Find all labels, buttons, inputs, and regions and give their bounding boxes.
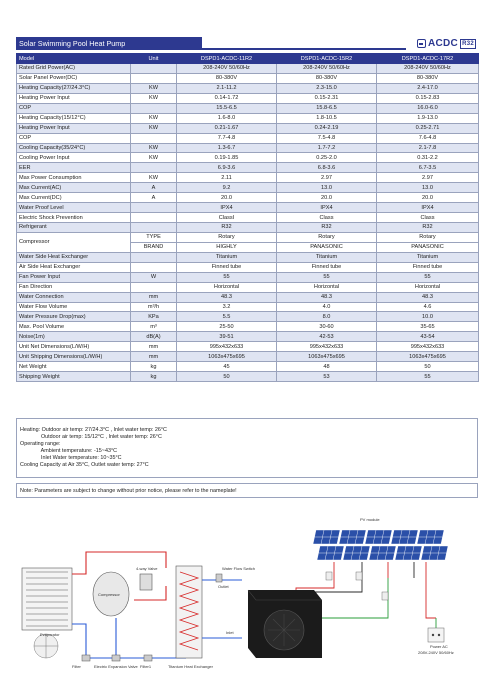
table-cell: Titanium [177, 252, 277, 262]
table-cell: R32 [377, 223, 479, 233]
evaporator-coil [22, 568, 72, 630]
table-cell: 13.0 [277, 183, 377, 193]
table-cell: 0.31-2.2 [377, 153, 479, 163]
table-cell: Rotary [177, 232, 277, 242]
table-row [17, 272, 479, 282]
evaporator-label: Evaporator [40, 632, 60, 637]
brand-logo [417, 37, 476, 50]
table-cell: 80-380V [377, 73, 479, 83]
table-row [17, 193, 479, 203]
table-cell: COP [17, 133, 131, 143]
brand-mark-icon [417, 39, 426, 48]
table-cell: Finned tube [277, 262, 377, 272]
table-cell: Max Current(AC) [17, 183, 131, 193]
table-cell: COP [17, 103, 131, 113]
table-row [17, 302, 479, 312]
table-cell: BRAND [131, 242, 177, 252]
table-cell: 1.9-13.0 [377, 113, 479, 123]
table-cell: Fan Direction [17, 282, 131, 292]
spec-table [16, 53, 479, 382]
water-flow-switch-shape [216, 574, 222, 582]
table-cell: Unit [131, 54, 177, 64]
table-cell [131, 133, 177, 143]
table-cell [131, 163, 177, 173]
table-cell: Horizontal [177, 282, 277, 292]
table-cell: A [131, 183, 177, 193]
table-cell: 0.15-2.83 [377, 93, 479, 103]
table-cell: 1.8-10.5 [277, 113, 377, 123]
table-cell: 0.19-1.85 [177, 153, 277, 163]
filter1-label: Filter1 [140, 664, 152, 669]
table-cell: Solar Panel Power(DC) [17, 73, 131, 83]
outlet-label: Outlet [218, 584, 229, 589]
table-cell: 208-240V 50/60Hz [377, 64, 479, 74]
table-cell [131, 282, 177, 292]
table-cell: R32 [277, 223, 377, 233]
table-cell: 50 [177, 372, 277, 382]
table-row [17, 133, 479, 143]
expansion-valve-label: Electric Expansion Valve [94, 664, 138, 669]
ac-switch-shape [382, 592, 388, 600]
table-cell: 208-240V 50/60Hz [177, 64, 277, 74]
note-line: Cooling Capacity at Air 35°C, Outlet water temp: 27°C [20, 462, 149, 468]
table-cell: 16.0-6.0 [377, 103, 479, 113]
table-cell: 39-51 [177, 332, 277, 342]
table-cell: Rated Grid Power(AC) [17, 64, 131, 74]
table-cell: A [131, 193, 177, 203]
table-cell: 1.7-7.2 [277, 143, 377, 153]
table-row [17, 322, 479, 332]
refrigerant-pipes [72, 552, 186, 658]
table-cell: kg [131, 372, 177, 382]
table-cell: KW [131, 173, 177, 183]
table-cell: ClassI [177, 213, 277, 223]
page-title: Solar Swimming Pool Heat Pump [16, 37, 202, 50]
table-cell: Max. Pool Volume [17, 322, 131, 332]
table-cell: kg [131, 362, 177, 372]
table-cell: IPX4 [377, 203, 479, 213]
table-row [17, 163, 479, 173]
parameter-change-note: Note: Parameters are subject to change without prior notice, please refer to the nameplate! [16, 483, 478, 498]
table-row [17, 143, 479, 153]
table-row [17, 93, 479, 103]
table-cell: KPa [131, 312, 177, 322]
table-cell: Model [17, 54, 131, 64]
table-cell: Water Proof Level [17, 203, 131, 213]
table-cell: Water Connection [17, 292, 131, 302]
table-header-row [17, 54, 479, 64]
compressor-label: Compressor [98, 592, 120, 597]
test-conditions-notes [16, 418, 478, 478]
fan-shape [34, 634, 58, 658]
table-cell [131, 252, 177, 262]
table-cell: 45 [177, 362, 277, 372]
table-cell: KW [131, 153, 177, 163]
table-cell: KW [131, 83, 177, 93]
table-cell: 7.5-4.8 [277, 133, 377, 143]
table-cell: 2.1-7.8 [377, 143, 479, 153]
power-outlet-shape [428, 628, 444, 642]
table-cell: Refrigerant [17, 223, 131, 233]
table-cell: Compressor [17, 232, 131, 252]
table-cell: 9.2 [177, 183, 277, 193]
table-cell: 48.3 [277, 292, 377, 302]
table-cell: 2.97 [277, 173, 377, 183]
table-cell: 6.7-3.5 [377, 163, 479, 173]
table-cell: 55 [177, 272, 277, 282]
system-diagram [16, 508, 478, 676]
table-cell: 0.25-2.0 [277, 153, 377, 163]
table-cell: 2.4-17.0 [377, 83, 479, 93]
table-cell: DSPD1-ACDC-17R2 [377, 54, 479, 64]
table-cell [131, 64, 177, 74]
table-cell: 80-380V [277, 73, 377, 83]
power-outlet-shape [438, 634, 440, 636]
heat-pump-unit [248, 590, 322, 658]
table-cell: 48.3 [377, 292, 479, 302]
table-cell: 55 [377, 372, 479, 382]
table-cell: Fan Power Input [17, 272, 131, 282]
table-row [17, 372, 479, 382]
table-cell: m³/h [131, 302, 177, 312]
table-cell [131, 223, 177, 233]
power-outlet-shape [432, 634, 434, 636]
four-way-valve-shape [140, 574, 152, 590]
table-cell: Shipping Weight [17, 372, 131, 382]
table-cell: 35-65 [377, 322, 479, 332]
table-row [17, 203, 479, 213]
note-line: Inlet Water temperature: 10~35°C [20, 455, 122, 461]
power-ac-spec-label: 208V-240V 50/60Hz [418, 650, 454, 655]
table-cell: 1063x475x695 [177, 352, 277, 362]
table-cell: m³ [131, 322, 177, 332]
table-row [17, 64, 479, 74]
table-cell: mm [131, 342, 177, 352]
water-flow-switch-label: Water Flow Switch [222, 566, 255, 571]
table-cell: 3.2 [177, 302, 277, 312]
table-row [17, 123, 479, 133]
table-row [17, 282, 479, 292]
table-cell: Horizontal [377, 282, 479, 292]
table-cell: 15.8-6.5 [277, 103, 377, 113]
brand-refrigerant: R32 [462, 40, 474, 47]
table-cell: 0.24-2.19 [277, 123, 377, 133]
table-row [17, 352, 479, 362]
table-cell: Titanium [377, 252, 479, 262]
table-cell: PANASONIC [277, 242, 377, 252]
table-cell: 0.25-2.71 [377, 123, 479, 133]
table-cell: 0.21-1.67 [177, 123, 277, 133]
table-cell: KW [131, 143, 177, 153]
table-row [17, 173, 479, 183]
system-diagram-drawing [16, 508, 478, 676]
table-cell: 48 [277, 362, 377, 372]
table-cell: 53 [277, 372, 377, 382]
power-ac-label: Power AC [430, 644, 448, 649]
table-cell: Water Pressure Drop(max) [17, 312, 131, 322]
table-row [17, 312, 479, 322]
table-cell: 20.0 [177, 193, 277, 203]
table-cell: 2.11 [177, 173, 277, 183]
table-cell: 995x432x633 [277, 342, 377, 352]
table-cell: 0.15-2.31 [277, 93, 377, 103]
table-row [17, 73, 479, 83]
table-cell: Horizontal [277, 282, 377, 292]
table-row [17, 113, 479, 123]
table-cell: Water Side Heat Exchanger [17, 252, 131, 262]
table-cell: Electric Shock Prevention [17, 213, 131, 223]
table-cell: 2.3-15.0 [277, 83, 377, 93]
table-cell: 30-60 [277, 322, 377, 332]
table-cell: 0.14-1.72 [177, 93, 277, 103]
table-cell [131, 213, 177, 223]
table-cell: KW [131, 93, 177, 103]
table-row [17, 332, 479, 342]
filter-label: Filter [72, 664, 81, 669]
table-cell: Heating Power Input [17, 123, 131, 133]
table-row [17, 292, 479, 302]
table-cell: 995x432x633 [377, 342, 479, 352]
table-cell: Max Current(DC) [17, 193, 131, 203]
table-cell: R32 [177, 223, 277, 233]
filter-shape [82, 655, 90, 661]
table-cell: 55 [277, 272, 377, 282]
table-cell: 43-54 [377, 332, 479, 342]
table-cell: Finned tube [377, 262, 479, 272]
table-cell: IPX4 [277, 203, 377, 213]
table-cell: EER [17, 163, 131, 173]
table-cell: 20.0 [277, 193, 377, 203]
table-cell: Heating Capacity(15/12°C) [17, 113, 131, 123]
table-cell: 50 [377, 362, 479, 372]
table-cell: Cooling Capacity(35/24°C) [17, 143, 131, 153]
table-cell [131, 262, 177, 272]
table-row [17, 213, 479, 223]
header-rule [202, 48, 406, 50]
table-cell: 25-50 [177, 322, 277, 332]
titanium-heat-exchanger-shape [176, 566, 242, 658]
table-row [17, 83, 479, 93]
table-cell: 1063x475x695 [377, 352, 479, 362]
table-row [17, 153, 479, 163]
brand-name: ACDC [427, 38, 459, 49]
dc-switch-shape [326, 572, 332, 580]
table-cell: Noise(1m) [17, 332, 131, 342]
header [16, 37, 478, 51]
table-cell: 48.3 [177, 292, 277, 302]
table-cell: 7.7-4.8 [177, 133, 277, 143]
table-cell: W [131, 272, 177, 282]
table-row [17, 342, 479, 352]
table-cell: Unit Net Dimensions(L/W/H) [17, 342, 131, 352]
table-cell: 10.0 [377, 312, 479, 322]
table-row [17, 232, 479, 242]
table-cell: HIGHLY [177, 242, 277, 252]
table-cell: Net Weight [17, 362, 131, 372]
table-cell: 5.5 [177, 312, 277, 322]
titanium-heat-exchanger-label: Titanium Heat Exchanger [168, 664, 213, 669]
note-line: Outdoor air temp: 15/12°C , Inlet water temp: 26°C [20, 434, 162, 440]
table-row [17, 262, 479, 272]
table-cell: KW [131, 123, 177, 133]
table-cell: 1063x475x695 [277, 352, 377, 362]
table-cell: 1.6-8.0 [177, 113, 277, 123]
table-cell: Max Power Consumption [17, 173, 131, 183]
table-cell: 2.1-11.2 [177, 83, 277, 93]
table-cell: 15.5-6.5 [177, 103, 277, 113]
table-row [17, 362, 479, 372]
pv-module-label: PV module [360, 517, 380, 522]
table-cell: 8.0 [277, 312, 377, 322]
table-cell: Heating Capacity(27/24.3°C) [17, 83, 131, 93]
four-way-valve-label: 4-way Valve [136, 566, 158, 571]
table-cell: 2.97 [377, 173, 479, 183]
table-cell: 4.0 [277, 302, 377, 312]
table-row [17, 223, 479, 233]
table-cell: Cooling Power Input [17, 153, 131, 163]
table-cell: Class [277, 213, 377, 223]
table-cell: 6.8-3.6 [277, 163, 377, 173]
table-cell: Air Side Heat Exchanger [17, 262, 131, 272]
table-cell: mm [131, 292, 177, 302]
table-cell [131, 73, 177, 83]
table-cell: Class [377, 213, 479, 223]
table-cell [131, 103, 177, 113]
table-cell: 208-240V 50/60Hz [277, 64, 377, 74]
table-cell: 55 [377, 272, 479, 282]
table-cell: 7.6-4.8 [377, 133, 479, 143]
table-cell: Rotary [277, 232, 377, 242]
pv-modules [313, 530, 448, 560]
table-cell: 42-53 [277, 332, 377, 342]
table-row [17, 183, 479, 193]
table-cell: Water Flow Volume [17, 302, 131, 312]
table-cell: mm [131, 352, 177, 362]
table-cell: Titanium [277, 252, 377, 262]
table-cell: 20.0 [377, 193, 479, 203]
table-cell: Unit Shipping Dimensions(L/W/H) [17, 352, 131, 362]
table-cell [131, 203, 177, 213]
table-cell: 80-380V [177, 73, 277, 83]
table-cell: dB(A) [131, 332, 177, 342]
table-cell: PANASONIC [377, 242, 479, 252]
inlet-label: Inlet [226, 630, 234, 635]
note-line: Heating: Outdoor air temp: 27/24.3°C , Inlet water temp: 26°C [20, 427, 167, 433]
table-cell: 13.0 [377, 183, 479, 193]
table-cell: KW [131, 113, 177, 123]
table-cell: DSPD1-ACDC-11R2 [177, 54, 277, 64]
table-cell: DSPD1-ACDC-15R2 [277, 54, 377, 64]
table-cell: 6.9-3.6 [177, 163, 277, 173]
table-cell: 4.6 [377, 302, 479, 312]
table-row [17, 103, 479, 113]
table-cell: TYPE [131, 232, 177, 242]
expansion-valve-shape [112, 655, 120, 661]
table-cell: Finned tube [177, 262, 277, 272]
note-line: Operating range: [20, 441, 61, 447]
dc-switch-shape [356, 572, 362, 580]
table-row [17, 252, 479, 262]
table-cell: Rotary [377, 232, 479, 242]
note-line: Ambient temperature: -15~43°C [20, 448, 117, 454]
filter1-shape [144, 655, 152, 661]
table-cell: Heating Power Input [17, 93, 131, 103]
table-cell: IPX4 [177, 203, 277, 213]
table-cell: 995x432x633 [177, 342, 277, 352]
table-cell: 1.3-6.7 [177, 143, 277, 153]
